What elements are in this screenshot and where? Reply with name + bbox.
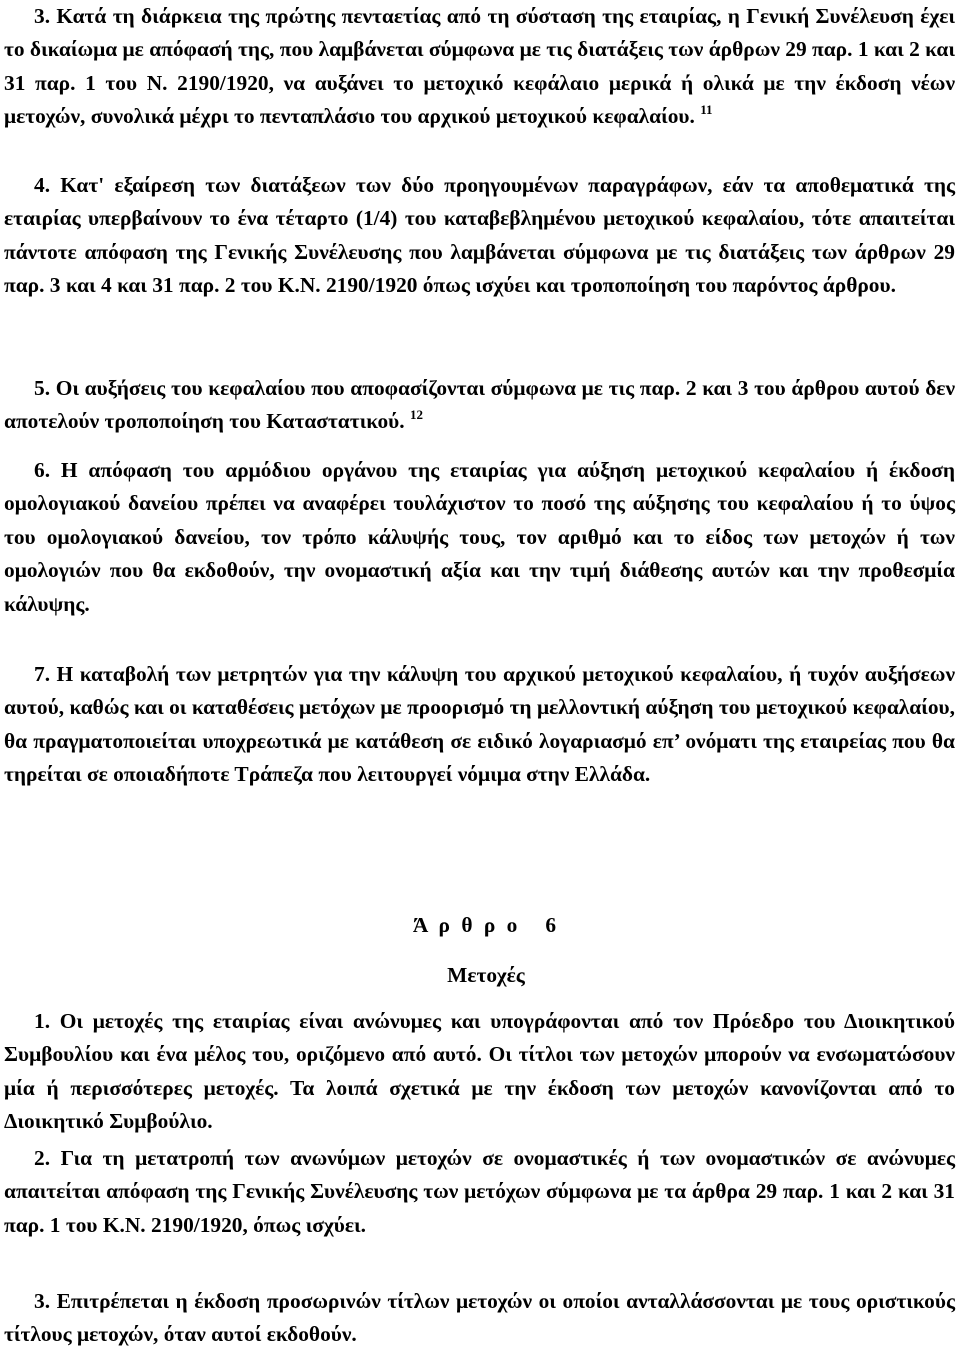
- paragraph-6-text: 6. Η απόφαση του αρμόδιου οργάνου της εταιρίας για αύξηση μετοχικού κεφαλαίου ή έκδοση ομολογιακού δανείου πρέπει να αναφέρει τουλάχιστον το ποσό της αύξησης του κεφαλαίου ή το ύψος του ομολογιακού δανείου, τον τρόπο κάλυψής τους, τον αριθμό και το είδος των μετοχών ή των ομολογιών που θα εκδοθούν, την ονομαστική αξία και την τιμή διάθεσης αυτών και την προθεσμία κάλυψης.: [4, 458, 955, 616]
- paragraph-4: [4, 169, 955, 303]
- article-section-3: 3. Επιτρέπεται η έκδοση προσωρινών τίτλων μετοχών οι οποίοι ανταλλάσσονται με τους οριστικούς τίτλους μετοχών, όταν αυτοί εκδοθούν.: [4, 1289, 955, 1347]
- article-section-2: 2. Για τη μετατροπή των ανωνύμων μετοχών σε ονομαστικές ή των ονομαστικών σε ανώνυμες απαιτείται απόφαση της Γενικής Συνέλευσης των μετόχων σύμφωνα με τα άρθρα 29 παρ. 1 και 2 και 31 παρ. 1 του Κ.Ν. 2190/1920, όπως ισχύει.: [4, 1146, 955, 1237]
- footnote-12[interactable]: 12: [409, 407, 423, 423]
- paragraph-7: [4, 658, 955, 792]
- paragraph-3-text: 3. Κατά τη διάρκεια της πρώτης πενταετίας από τη σύσταση της εταιρίας, η Γενική Συνέλευση έχει το δικαίωμα με απόφασή της, που λαμβάνεται σύμφωνα με τις διατάξεις των άρθρων 29 παρ. 1 και 2 και 31 παρ. 1 του Ν. 2190/1920, να αυξάνει το μετοχικό κεφάλαιο μερικά ή ολικά με την έκδοση νέων μετοχών, συνολικά μέχρι το πενταπλάσιο του αρχικού μετοχικού κεφαλαίου.: [4, 4, 955, 129]
- article-title: Ά ρ θ ρ ο 6: [412, 913, 560, 937]
- paragraph-5-text: 5. Οι αυξήσεις του κεφαλαίου που αποφασίζονται σύμφωνα με τις παρ. 2 και 3 του άρθρου αυτού δεν αποτελούν τροποποίηση του Καταστατικού.: [4, 376, 955, 434]
- article-section-1: 1. Οι μετοχές της εταιρίας είναι ανώνυμες και υπογράφονται από τον Πρόεδρο του Διοικητικού Συμβουλίου και ένα μέλος του, οριζόμενο από αυτό. Οι τίτλοι των μετοχών μπορούν να ενσωματώσουν μία ή περισσότερες μετοχές. Τα λοιπά σχετικά με την έκδοση των μετοχών κανονίζονται από το Διοικητικό Συμβούλιο.: [4, 1009, 955, 1134]
- paragraph-3: [4, 0, 955, 134]
- article-subtitle: Μετοχές: [447, 963, 525, 987]
- footnote-11[interactable]: 11: [700, 102, 713, 118]
- paragraph-7-text: 7. Η καταβολή των μετρητών για την κάλυψη του αρχικού μετοχικού κεφαλαίου, ή τυχόν αυξήσεων αυτού, καθώς και οι καταθέσεις μετόχων με προορισμό τη μελλοντική αύξηση του μετοχικού κεφαλαίου, θα πραγματοποιείται υποχρεωτικά με κατάθεση σε ειδικό λογαριασμό επ’ ονόματι της εταιρείας που θα τηρείται σε οποιαδήποτε Τράπεζα που λειτουργεί νόμιμα στην Ελλάδα.: [4, 662, 955, 787]
- paragraph-6: [4, 454, 955, 621]
- paragraph-5: [4, 372, 955, 439]
- paragraph-4-text: 4. Κατ' εξαίρεση των διατάξεων των δύο προηγουμένων παραγράφων, εάν τα αποθεματικά της εταιρίας υπερβαίνουν το ένα τέταρτο (1/4) του καταβεβλημένου μετοχικού κεφαλαίου, τότε απαιτείται πάντοτε απόφαση της Γενικής Συνέλευσης που λαμβάνεται σύμφωνα με τις διατάξεις των άρθρων 29 παρ. 3 και 4 και 31 παρ. 2 του Κ.Ν. 2190/1920 όπως ισχύει και τροποποίηση του παρόντος άρθρου.: [4, 173, 955, 298]
